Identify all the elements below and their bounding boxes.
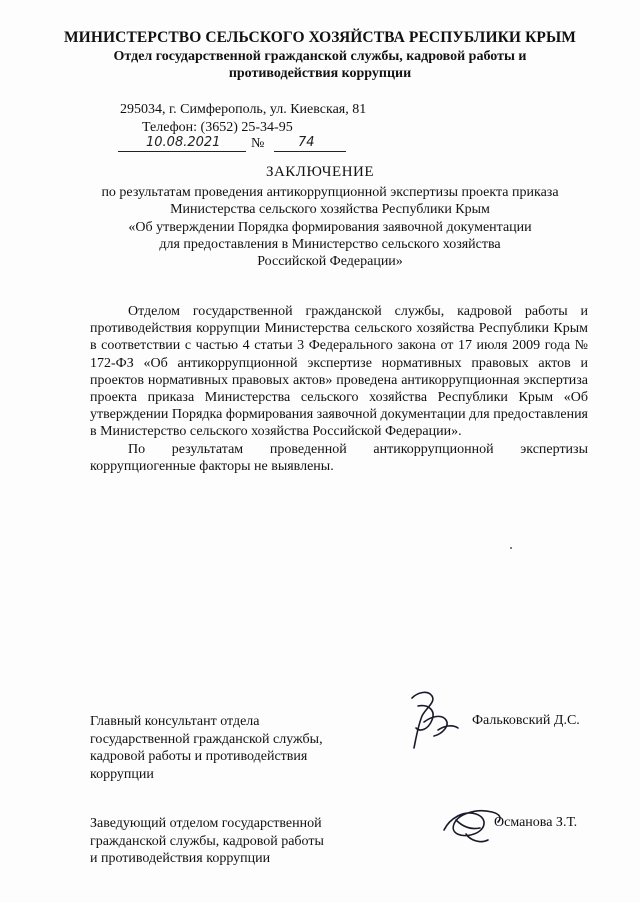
document-title: ЗАКЛЮЧЕНИЕ [265, 164, 375, 180]
scan-speck [510, 547, 512, 549]
registration-date: 10.08.2021 [146, 135, 221, 150]
subtitle-line-2: Министерства сельского хозяйства Республики Крым [170, 202, 490, 218]
subtitle-line-3: «Об утверждении Порядка формирования заявочной документации [128, 219, 532, 235]
signer-2-position-line-2: гражданской службы, кадровой работы [90, 833, 324, 849]
signer-2-position [90, 815, 324, 868]
address-phone: Телефон: (3652) 25-34-95 [142, 120, 293, 135]
department-name [60, 48, 580, 82]
signer-1-name: Фальковский Д.С. [472, 713, 580, 728]
ministry-name: МИНИСТЕРСТВО СЕЛЬСКОГО ХОЗЯЙСТВА РЕСПУБЛИКИ КРЫМ [63, 29, 577, 46]
signer-1-position-line-2: государственной гражданской службы, [90, 731, 323, 747]
address-street: 295034, г. Симферополь, ул. Киевская, 81 [120, 102, 367, 117]
document-subtitle [70, 184, 590, 270]
signer-2-position-line-3: и противодействия коррупции [90, 851, 271, 866]
body-paragraph-2: По результатам проведенной антикоррупционной экспертизы коррупциогенные факторы не выявлены. [90, 441, 588, 474]
signer-2-position-line-1: Заведующий отделом государственной [90, 816, 322, 831]
signer-1-position-line-4: коррупции [90, 766, 154, 782]
subtitle-line-1: по результатам проведения антикоррупционной экспертизы проекта приказа [101, 185, 559, 200]
document-body [90, 303, 588, 475]
number-underline [274, 151, 346, 152]
department-line-1: Отдел государственной гражданской службы, кадровой работы и [113, 49, 527, 64]
signature-1-icon [398, 686, 468, 754]
department-line-2: противодействия коррупции [228, 66, 412, 81]
number-sign: № [251, 136, 265, 151]
subtitle-line-4: для предоставления в Министерство сельского хозяйства [159, 236, 501, 252]
date-underline [118, 151, 246, 152]
signer-1-position-line-3: кадровой работы и противодействия [90, 749, 308, 764]
signer-1-position-line-1: Главный консультант отдела [90, 714, 260, 729]
signer-2-name: Османова З.Т. [494, 815, 578, 830]
subtitle-line-5: Российской Федерации» [257, 254, 403, 270]
registration-line [118, 136, 418, 156]
signer-1-position [90, 713, 323, 783]
body-paragraph-1: Отделом государственной гражданской службы, кадровой работы и противодействия коррупции Министерства сельского хозяйства Республики Крым в соответствии с частью 4 статьи 3 Федерального закона от 17 июля 2009 года № 172-ФЗ «Об антикоррупционной экспертизе нормативных правовых актов и проектов нормативных правовых актов» проведена антикоррупционная экспертиза проекта приказа Министерства сельского хозяйства Республики Крым «Об утверждении Порядка формирования заявочной документации для предоставления в Министерство сельского хозяйства Российской Федерации». [90, 304, 588, 440]
registration-number: 74 [298, 135, 315, 150]
